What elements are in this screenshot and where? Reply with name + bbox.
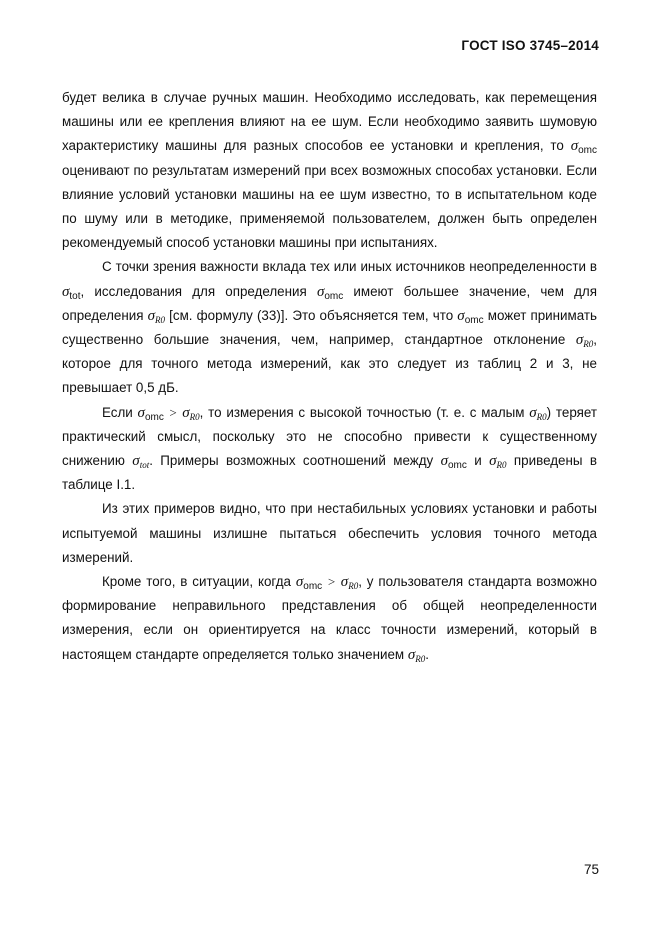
sigma-omc-symbol: $\sigma_{omc}$: [440, 453, 467, 472]
paragraph-1: будет велика в случае ручных машин. Необходимо исследовать, как перемещения машины или ее крепления влияют на ее шум. Если необходимо заявить шумовую характеристику машины для разных способов ее установки и крепления, то $\sigma_{omc}$ оценивают по результатам измерений при всех возможных способах установки. Если влияние условий установки машины на ее шум известно, то в испытательном коде по шуму или в методике, применяемой пользователем, должен быть определен рекомендуемый способ установки машины при испытаниях.: [62, 90, 597, 251]
page-number: 75: [583, 862, 599, 877]
sigma-omc-symbol: $\sigma_{omc}$: [316, 283, 344, 302]
inequality-omc-gt-r0: $\sigma_{omc} > \sigma_{R0}$: [137, 404, 200, 423]
paragraph-5: Кроме того, в ситуации, когда $\sigma_{omc} > \sigma_{R0}$, у пользователя стандарта возможно формирование неправильного представления об общей неопределенности измерения, если он ориентируется на класс точности измерений, который в настоящем стандарте определяется только значением $\sigma_{R0}$.: [62, 574, 598, 664]
document-header: ГОСТ ISO 3745–2014: [461, 38, 599, 53]
document-body: [62, 86, 597, 667]
sigma-r0-symbol: $\sigma_{R0}$: [529, 404, 547, 422]
paragraph-3: Если $\sigma_{omc} > \sigma_{R0}$, то измерения с высокой точностью (т. е. с малым $\sigma_{R0}$) теряет практический смысл, поскольку это не способно привести к существенному снижению $\sigma_{tot}$. Примеры возможных соотношений между $\sigma_{omc}$ и $\sigma_{R0}$ приведены в таблице I.1.: [62, 404, 598, 493]
sigma-tot-italic-symbol: $\sigma_{tot}$: [132, 453, 150, 471]
paragraph-4: Из этих примеров видно, что при нестабильных условиях установки и работы испытуемой машины излишне пытаться обеспечить условия точного метода измерений.: [62, 501, 597, 565]
sigma-r0-symbol: $\sigma_{R0}$: [575, 332, 594, 350]
sigma-r0-symbol: $\sigma_{R0}$: [147, 307, 166, 325]
inequality-omc-gt-r0: $\sigma_{omc} > \sigma_{R0}$: [295, 574, 359, 593]
paragraph-2: С точки зрения важности вклада тех или иных источников неопределенности в $\sigma_{tot}$, исследования для определения $\sigma_{omc}$ имеют большее значение, чем для определения $\sigma_{R0}$ [см. формулу (33)]. Это объясняется тем, что $\sigma_{omc}$ может принимать существенно большие значения, чем, например, стандартное отклонение $\sigma_{R0}$, которое для точного метода измерений, как это следует из таблиц 2 и 3, не превышает 0,5 дБ.: [62, 259, 597, 396]
sigma-tot-symbol: $\sigma_{tot}$: [62, 283, 81, 302]
sigma-omc-symbol: $\sigma_{omc}$: [457, 307, 484, 326]
sigma-r0-symbol: $\sigma_{R0}$: [407, 646, 426, 664]
sigma-omc-symbol: $\sigma_{omc}$: [570, 138, 597, 157]
sigma-r0-symbol: $\sigma_{R0}$: [489, 453, 507, 471]
